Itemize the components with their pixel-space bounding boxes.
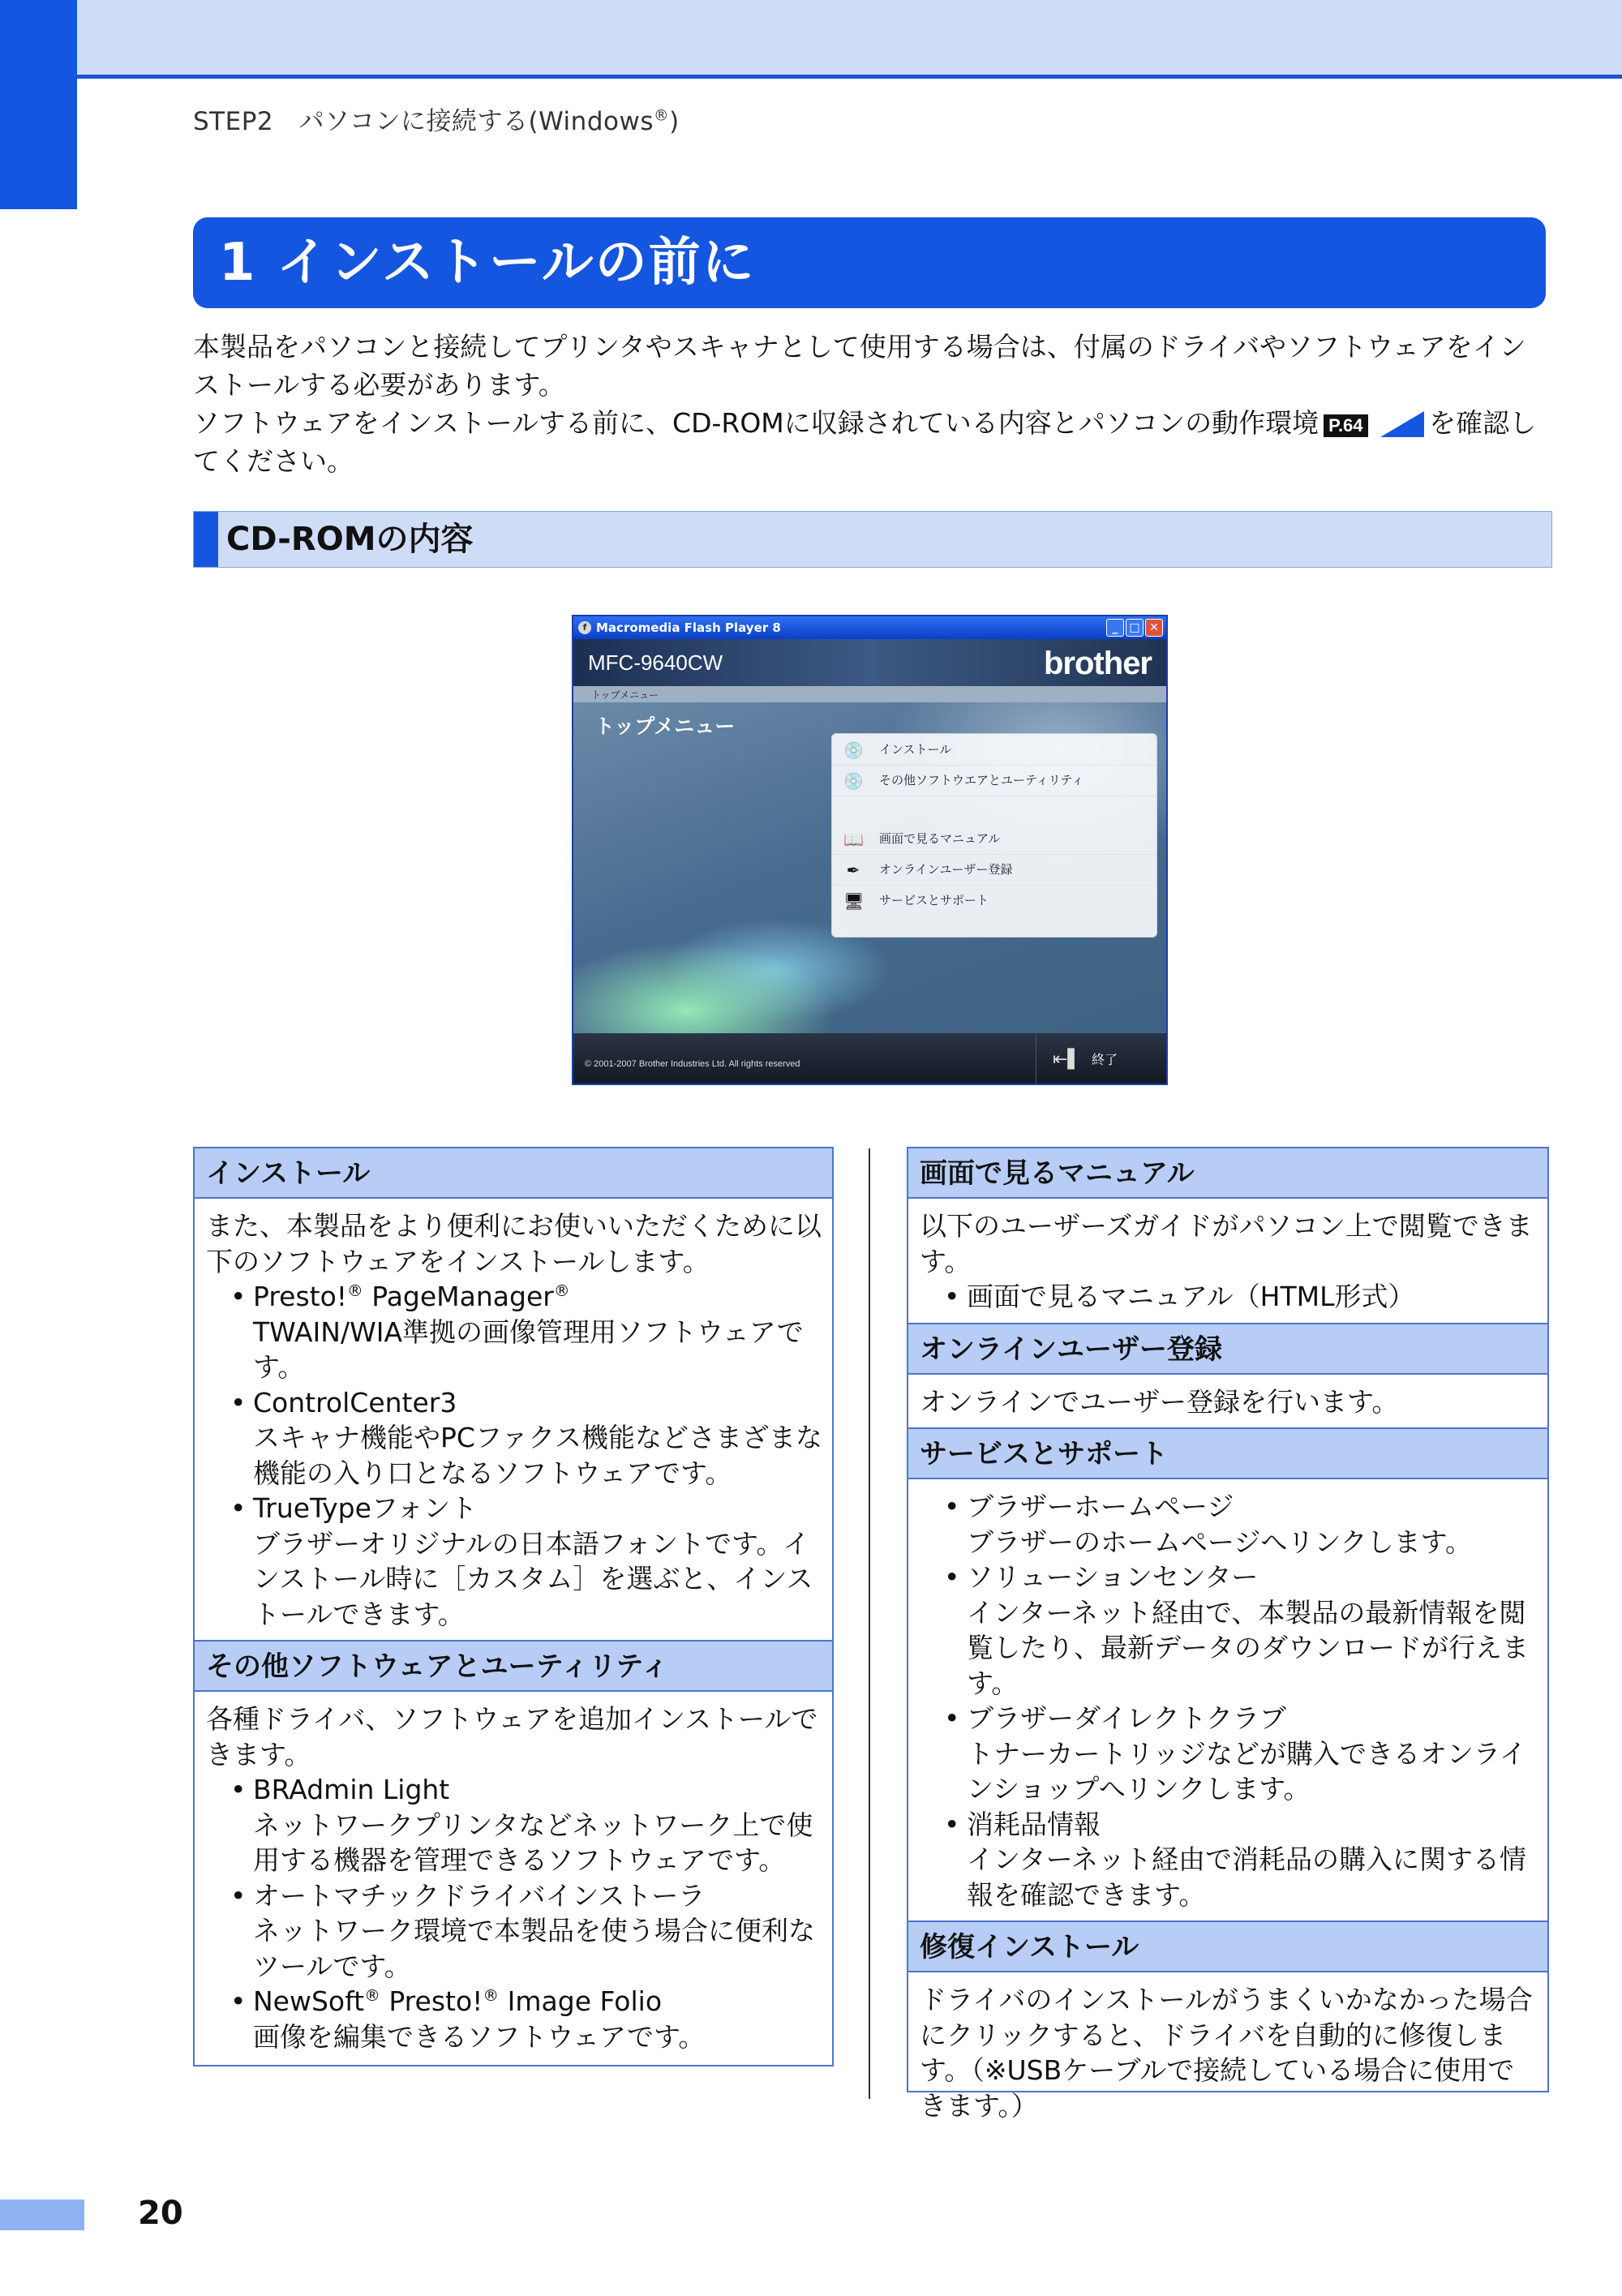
left-description-box [193, 1147, 834, 2066]
menu-item-registration[interactable]: ✒ オンラインユーザー登録 [832, 854, 1156, 886]
top-menu [831, 733, 1157, 938]
support-body [908, 1479, 1547, 1922]
manual-heading: 画面で見るマニュアル [908, 1148, 1547, 1199]
exit-button[interactable]: ⇤▌ 終了 [1036, 1033, 1166, 1084]
list-item: • ブラザーダイレクトクラブ トナーカートリッジなどが購入できるオンラインショップへリンクします。 [944, 1702, 1527, 1805]
close-button[interactable]: ✕ [1145, 619, 1163, 637]
menu-item-other-software[interactable]: 💿 その他ソフトウエアとユーティリティ [832, 765, 1156, 796]
list-item: • ブラザーホームページ ブラザーのホームページへリンクします。 [944, 1491, 1473, 1558]
model-name: MFC-9640CW [588, 650, 723, 675]
running-header: STEP2 パソコンに接続する(Windows®) [193, 107, 680, 136]
intro-text [193, 328, 1547, 480]
list-item: • オートマチックドライバインストーラ ネットワーク環境で本製品を使う場合に便利なツールです。 [230, 1879, 815, 1982]
page-reference-link[interactable]: P.64 [1324, 411, 1424, 439]
menu-background [573, 702, 1166, 1035]
copyright: © 2001-2007 Brother Industries Ltd. All rights reserved [585, 1059, 800, 1069]
page-number: 20 [138, 2195, 183, 2232]
list-item: • ControlCenter3 スキャナ機能やPCファクス機能などさまざまな機能の入り口となるソフトウェアです。 [230, 1386, 822, 1489]
banner [573, 639, 1166, 686]
cd-icon: 💿 [843, 771, 864, 791]
list-item: • 消耗品情報 インターネット経由で消耗品の購入に関する情報を確認できます。 [944, 1808, 1527, 1911]
section-title: 1 インストールの前に [193, 217, 1546, 308]
list-item: • 画面で見るマニュアル（HTML形式） [944, 1281, 1415, 1312]
list-item: • ソリューションセンター インターネット経由で、本製品の最新情報を閲覧したり、最新データのダウンロードが行えます。 [944, 1561, 1529, 1699]
list-item: • TrueTypeフォント ブラザーオリジナルの日本語フォントです。インストール時に［カスタム］を選ぶと、インストールできます。 [230, 1492, 813, 1630]
menu-item-support[interactable]: 🖥 サービスとサポート [843, 891, 989, 911]
list-item: • BRAdmin Light ネットワークプリンタなどネットワーク上で使用する機器を管理できるソフトウェアです。 [230, 1774, 813, 1876]
list-item: • NewSoft® Presto!® Image Folio 画像を編集できるソフトウェアです。 [230, 1985, 706, 2053]
manual-body: 以下のユーザーズガイドがパソコン上で閲覧できます。 • 画面で見るマニュアル（HTML形式） [908, 1199, 1547, 1324]
breadcrumb: トップメニュー [591, 689, 659, 701]
footer-bar [573, 1033, 1166, 1084]
pen-icon: ✒ [846, 860, 860, 880]
exit-icon: ⇤▌ [1053, 1049, 1082, 1070]
page-number-bar [0, 2199, 84, 2230]
brother-logo: brother [1044, 646, 1152, 681]
menu-title: トップメニュー [594, 715, 736, 738]
header-tab [0, 0, 77, 209]
right-description-box [907, 1147, 1549, 2122]
registration-body: オンラインでユーザー登録を行います。 [908, 1375, 1547, 1430]
minimize-button[interactable]: _ [1106, 619, 1124, 637]
cd-icon: 💿 [843, 740, 864, 760]
window-titlebar: f Macromedia Flash Player 8 _ □ ✕ [573, 616, 1166, 639]
registration-heading: オンラインユーザー登録 [908, 1324, 1547, 1375]
other-software-body: 各種ドライバ、ソフトウェアを追加インストールできます。 • BRAdmin Light ネットワークプリンタなどネットワーク上で使用する機器を管理できるソフトウェアです。 • オートマチックドライバインストーラ ネットワーク環境で本製品を使う場合に便利なツールです。 • NewSoft® Presto!® Image Folio 画像を編集できるソフトウェアです。 [195, 1692, 832, 2062]
manual-icon: 📖 [843, 830, 864, 849]
intro-paragraph-2: ソフトウェアをインストールする前に、CD-ROMに収録されている内容とパソコンの動作環境 P.64 を確認してください。 [193, 407, 1537, 477]
support-heading: サービスとサポート [908, 1429, 1547, 1479]
list-item: • Presto!® PageManager® TWAIN/WIA準拠の画像管理用ソフトウェアです。 [230, 1281, 804, 1383]
other-software-heading: その他ソフトウェアとユーティリティ [195, 1642, 832, 1692]
repair-body: ドライバのインストールがうまくいかなかった場合にクリックすると、ドライバを自動的に修復します。（※USBケーブルで接続している場合に使用できます。） [920, 1984, 1533, 2122]
support-icon: 🖥 [843, 891, 865, 911]
flash-icon: f [578, 621, 591, 634]
repair-heading: 修復インストール [908, 1922, 1547, 1972]
install-heading: インストール [195, 1148, 832, 1199]
install-body: また、本製品をより便利にお使いいただくために以下のソフトウェアをインストールします。 • Presto!® PageManager® TWAIN/WIA準拠の画像管理用ソフトウェアです。 • ControlCenter3 スキャナ機能やPCファクス機能などさまざまな機能の入り口となるソフトウェアです。 • TrueTypeフォント ブラザーオリジナルの日本語フォントです。インストール時に［カスタム］を選ぶと、インストールできます。 [195, 1199, 832, 1642]
cdrom-menu-screenshot [572, 615, 1168, 1085]
arrow-icon [1380, 411, 1424, 437]
intro-paragraph-1: 本製品をパソコンと接続してプリンタやスキャナとして使用する場合は、付属のドライバやソフトウェアをインストールする必要があります。 [193, 331, 1526, 401]
menu-item-install[interactable]: 💿 インストール [832, 734, 1156, 766]
column-divider [869, 1148, 870, 2099]
maximize-button[interactable]: □ [1126, 619, 1144, 637]
subheading: CD-ROMの内容 [193, 511, 1552, 568]
header-band [0, 0, 1622, 79]
menu-item-manual[interactable]: 📖 画面で見るマニュアル [832, 823, 1156, 855]
